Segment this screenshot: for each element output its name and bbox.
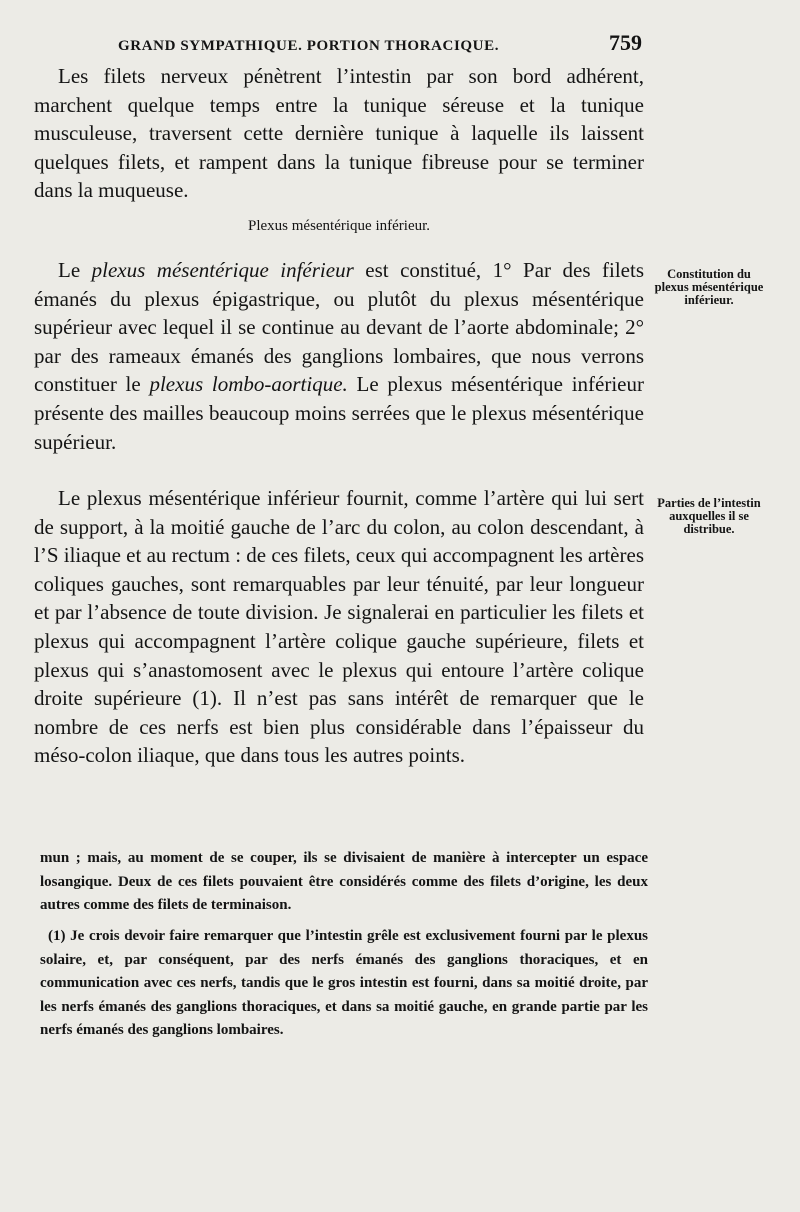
italic-term: plexus mésentérique inférieur [91,258,354,282]
running-header [118,30,642,56]
marginal-note-constitution: Constitution du plexus mésentérique inférieur. [654,267,764,307]
italic-term: plexus lombo-aortique. [149,372,348,397]
paragraph-text [34,256,644,456]
paragraph-intestinal-nerves [34,62,644,205]
text-run: Le [58,258,92,282]
section-heading: Plexus mésentérique inférieur. [247,218,431,234]
footnote-continuation [40,847,648,918]
text-run: Le plexus mésentérique inférieur présente des mailles beaucoup moins serrées que le plexus mésentérique supérieur. [34,372,644,454]
paragraph-constitution [34,256,644,456]
text-run: est constitué, 1° Par des filets émanés du plexus épigastrique, ou plutôt du plexus mésentérique supérieur avec lequel il se continue au devant de l’aorte abdominale; 2° par des rameaux émanés des ganglions lombaires, que nous verrons constituer le [34,258,644,397]
footnote-text: (1) Je crois devoir faire remarquer que l’intestin grêle est exclusivement fourni par le plexus solaire, et, par conséquent, par des nerfs émanés des ganglions thoraciques, et en communication avec ces nerfs, tandis que le gros intestin est fourni, dans sa moitié droite, par les nerfs émanés des ganglions thoraciques, et dans sa moitié gauche, en grande partie par les nerfs émanés des ganglions lombaires. [40,928,648,1039]
page-number: 759 [609,30,642,55]
paragraph-text: Le plexus mésentérique inférieur fournit, comme l’artère qui lui sert de support, à la moitié gauche de l’arc du colon, au colon descendant, à l’S iliaque et au rectum : de ces filets, ceux qui accompagnent les artères coliques gauches, sont remarquables par leur ténuité, par leur longueur et par l’absence de toute division. Je signalerai en particulier les filets et plexus qui accompagnent l’artère colique gauche supérieure, filets et plexus qui s’anastomosent avec le plexus qui entoure l’artère colique droite supérieure (1). Il n’est pas sans intérêt de remarquer que le nombre de ces nerfs est bien plus considérable dans l’épaisseur du méso-colon iliaque, que dans tous les autres points. [34,486,644,768]
paragraph-text: Les filets nerveux pénètrent l’intestin par son bord adhérent, marchent quelque temps entre la tunique séreuse et la tunique musculeuse, traversent cette dernière tunique à laquelle ils laissent quelques filets, et rampent dans la tunique fibreuse pour se terminer dans la muqueuse. [34,64,644,203]
paragraph-distribution [34,484,644,770]
footnote-1 [40,925,648,1043]
footnote-text: mun ; mais, au moment de se couper, ils se divisaient de manière à intercepter un espace losangique. Deux de ces filets pouvaient être considérés comme des filets d’origine, les deux autres comme des filets de terminaison. [40,850,648,914]
marginal-note-distribution: Parties de l’intestin auxquelles il se distribue. [657,496,761,536]
running-title: GRAND SYMPATHIQUE. PORTION THORACIQUE. [118,38,500,54]
